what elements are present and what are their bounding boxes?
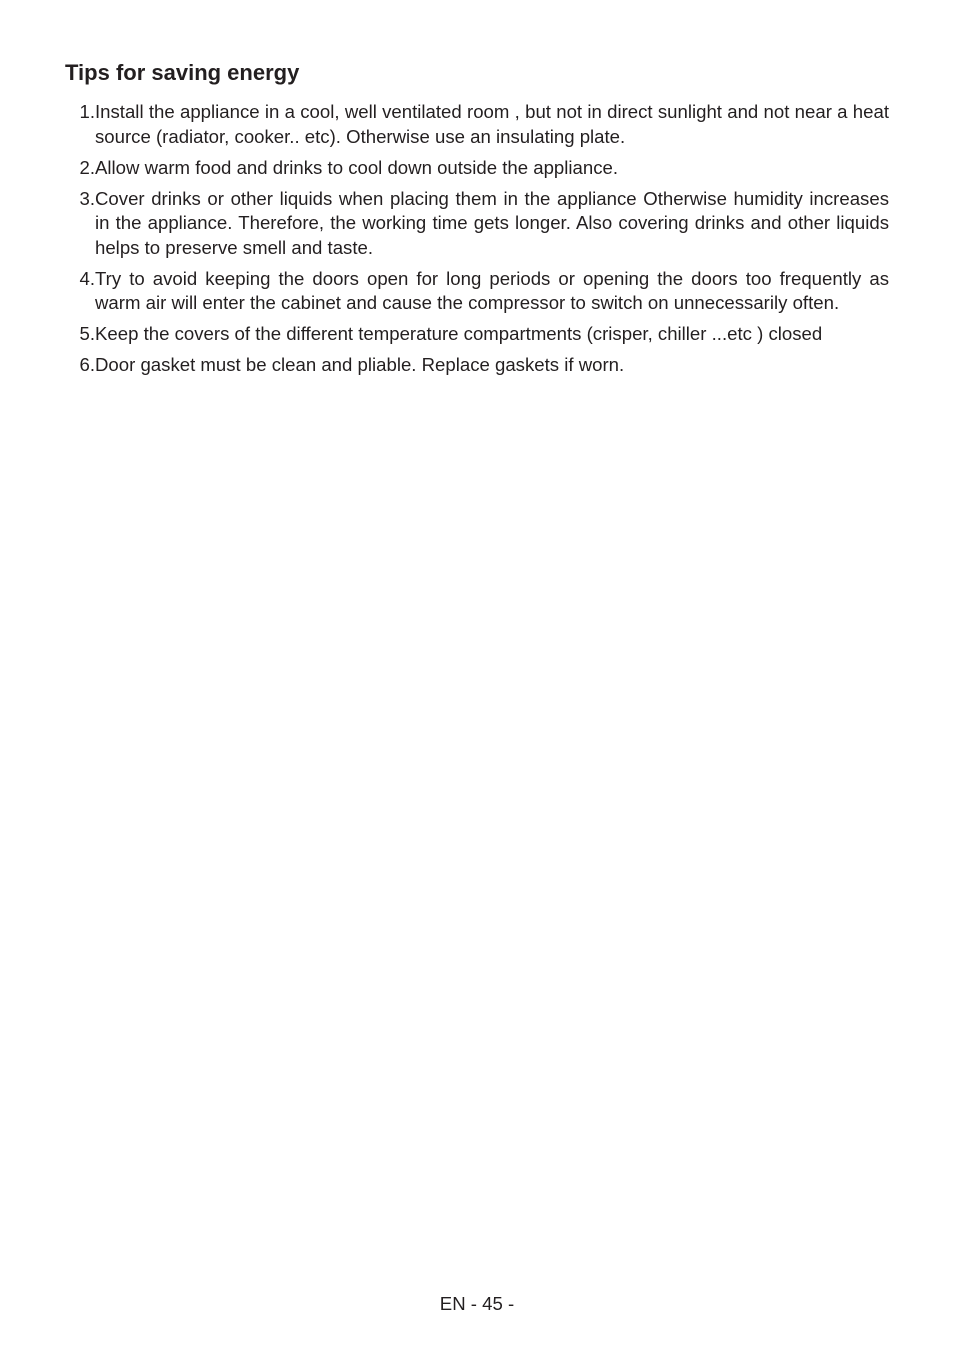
page-number: EN - 45 - xyxy=(439,1293,515,1314)
tip-number: 2. xyxy=(79,156,95,178)
tips-list xyxy=(72,100,889,384)
tip-number: 5. xyxy=(79,323,95,344)
tip-text: Try to avoid keeping the doors open for long periods or opening the doors too frequently as warm air will enter the cabinet and cause the compressor to switch on unnecessarily often. xyxy=(95,267,889,313)
tip-text: Allow warm food and drinks to cool down outside the appliance. xyxy=(95,156,618,178)
tip-item-1 xyxy=(72,100,889,149)
tip-number: 6. xyxy=(79,354,95,375)
tip-number: 3. xyxy=(79,187,95,209)
tip-number: 4. xyxy=(79,267,95,289)
tip-text: Install the appliance in a cool, well ventilated room , but not in direct sunlight and not near a heat source (radiator, cooker.. etc). Otherwise use an insulating plate. xyxy=(95,101,889,147)
tip-item-6 xyxy=(72,353,889,378)
tip-item-5 xyxy=(72,322,889,347)
tip-text: Door gasket must be clean and pliable. Replace gaskets if worn. xyxy=(95,354,625,375)
tip-item-3 xyxy=(72,187,889,261)
section-title: Tips for saving energy xyxy=(65,60,300,85)
tip-text: Cover drinks or other liquids when placing them in the appliance Otherwise humidity increases in the appliance. Therefore, the working time gets longer. Also covering drinks and other liquids helps to preserve smell and taste. xyxy=(95,187,889,258)
tip-text: Keep the covers of the different temperature compartments (crisper, chiller ...etc ) closed xyxy=(95,323,823,344)
tip-item-4 xyxy=(72,267,889,316)
tip-number: 1. xyxy=(79,101,95,122)
tip-item-2 xyxy=(72,156,889,181)
